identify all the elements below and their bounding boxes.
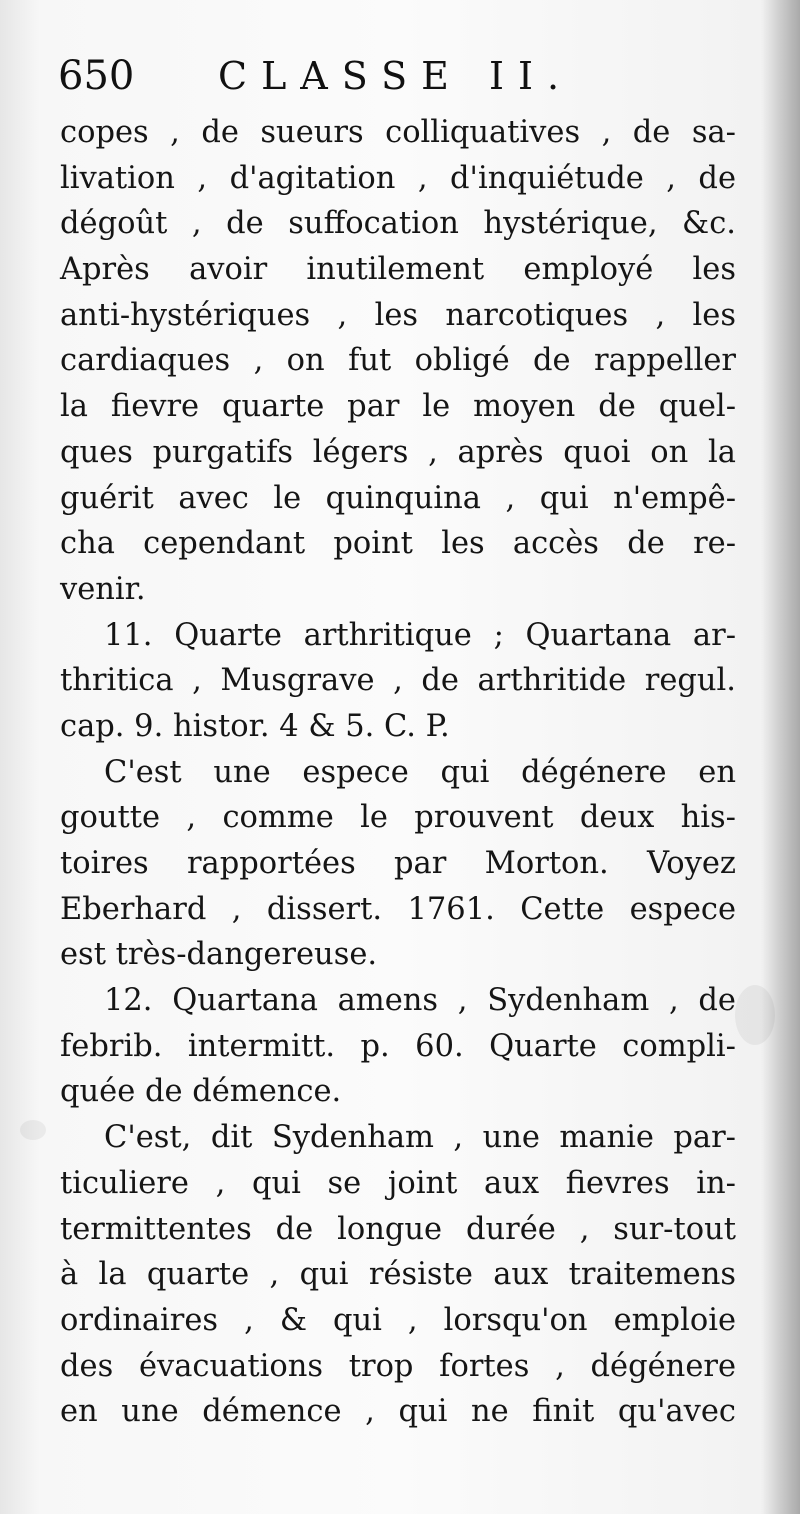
page-header <box>58 48 748 104</box>
text-line: en une démence , qui ne finit qu'avec <box>60 1394 736 1430</box>
text-line: C'est, dit Sydenham , une manie par- <box>104 1120 736 1156</box>
text-line: toires rapportées par Morton. Voyez <box>60 846 736 881</box>
text-line: guérit avec le quinquina , qui n'empê- <box>60 480 736 516</box>
text-line: cardiaques , on fut obligé de rappeller <box>60 343 736 379</box>
text-line: ticuliere , qui se joint aux fievres in- <box>60 1165 736 1201</box>
page-number: 650 <box>58 53 135 99</box>
text-line: febrib. intermitt. p. 60. Quarte compli- <box>60 1028 736 1064</box>
text-line: Après avoir inutilement employé les <box>60 252 736 288</box>
text-line: est très-dangereuse. <box>60 937 378 973</box>
text-line: ques purgatifs légers , après quoi on la <box>60 434 736 470</box>
text-line: copes , de sueurs colliquatives , de sa- <box>60 115 736 150</box>
text-line: la fievre quarte par le moyen de quel- <box>60 389 736 425</box>
text-line: Eberhard , dissert. 1761. Cette espece <box>60 891 736 927</box>
ink-smudge <box>20 1120 46 1140</box>
text-line: à la quarte , qui résiste aux traitemens <box>60 1257 736 1293</box>
text-line: C'est une espece qui dégénere en <box>104 754 736 790</box>
text-line: cap. 9. histor. 4 & 5. C. P. <box>60 708 450 744</box>
text-line: 11. Quarte arthritique ; Quartana ar- <box>104 617 736 653</box>
running-head: CLASSE II. <box>218 54 574 98</box>
page-gutter-shadow <box>762 0 800 1514</box>
text-line: dégoût , de suffocation hystérique, &c. <box>60 206 736 242</box>
text-line: 12. Quartana amens , Sydenham , de <box>104 983 736 1019</box>
body-text <box>60 110 736 1435</box>
text-line: des évacuations trop fortes , dégénere <box>60 1348 736 1384</box>
text-line: livation , d'agitation , d'inquiétude , de <box>60 160 736 196</box>
text-line: anti-hystériques , les narcotiques , les <box>60 297 736 333</box>
text-line: termittentes de longue durée , sur-tout <box>60 1211 736 1247</box>
page-footer <box>80 1440 720 1490</box>
text-line: goutte , comme le prouvent deux his- <box>60 800 736 836</box>
text-line: venir. <box>60 571 146 607</box>
text-line: ordinaires , & qui , lorsqu'on emploie <box>60 1302 736 1338</box>
text-line: quée de démence. <box>60 1074 342 1110</box>
text-line: cha cependant point les accès de re- <box>60 526 736 562</box>
text-line: thritica , Musgrave , de arthritide regul. <box>60 663 736 699</box>
